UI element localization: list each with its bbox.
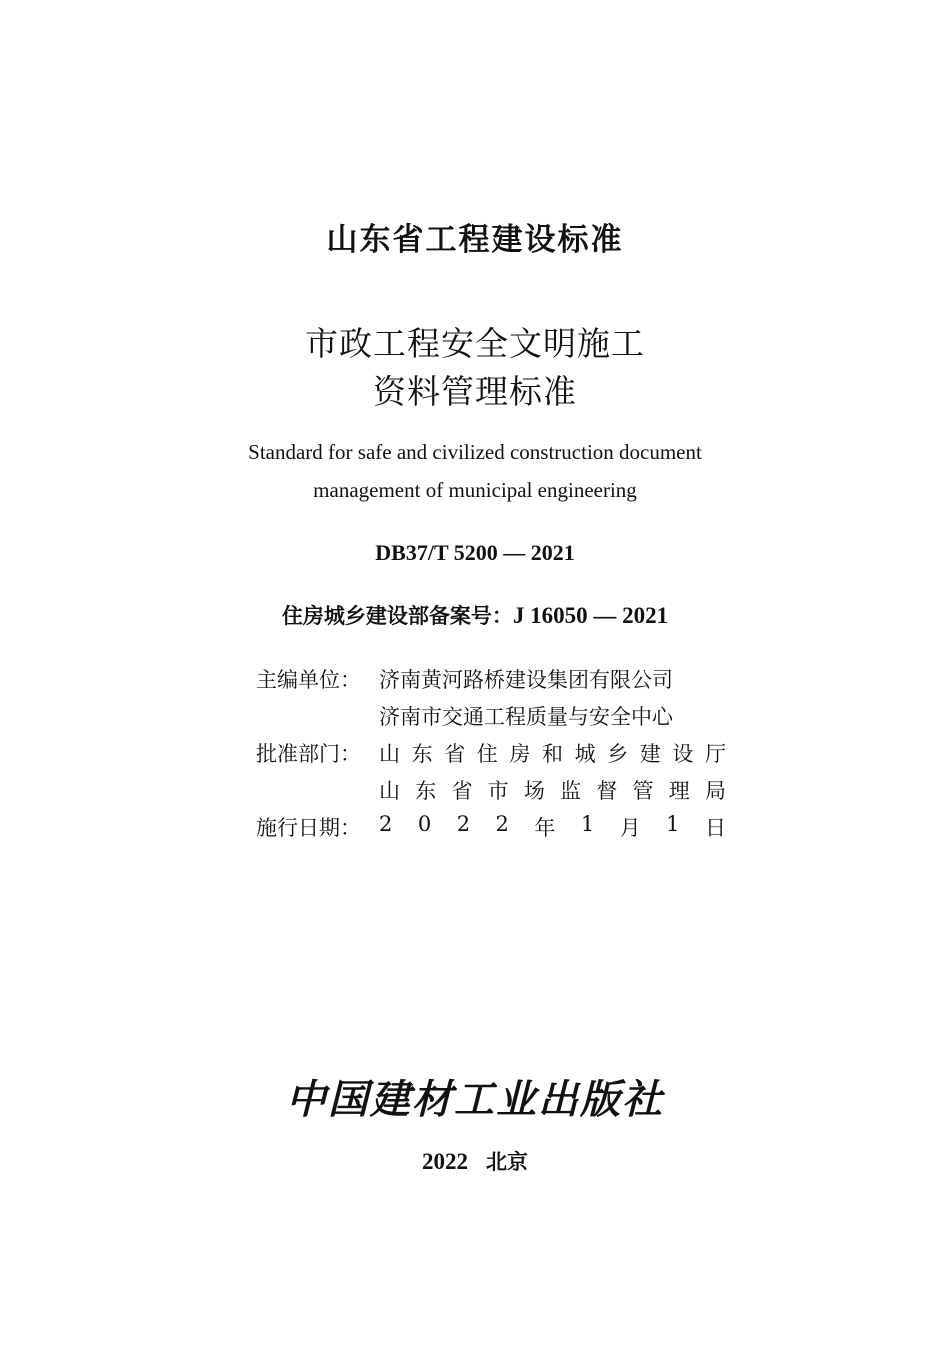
spread-char: 东 [415,779,437,803]
record-value: J 16050 — 2021 [512,603,669,628]
publisher-logo: 中国建材工业出版社 [286,1076,664,1123]
english-title-line1: Standard for safe and civilized construction document [248,440,702,464]
spread-char: 设 [672,742,694,766]
spread-char: 2 [495,812,509,836]
effective-label: 施行日期： [256,816,361,840]
spread-char: 市 [487,779,509,803]
approval-label: 批准部门： [256,742,361,766]
footer [0,1146,950,1176]
spread-char: 0 [417,812,432,836]
spread-char: 管 [632,779,654,803]
editor-value-2: 济南市交通工程质量与安全中心 [379,705,673,729]
spread-char: 和 [541,742,563,766]
spread-char: 2 [456,812,471,836]
spread-char: 城 [574,742,596,766]
document-title-line1: 市政工程安全文明施工 [305,324,645,363]
spread-char: 场 [523,779,545,803]
spread-char: 2 [379,812,393,836]
spread-char: 住 [476,742,498,766]
spread-char: 督 [596,779,618,803]
spread-char: 日 [705,816,726,840]
document-title-line2: 资料管理标准 [373,372,577,411]
spread-char: 省 [451,779,473,803]
editor-value-1: 济南黄河路桥建设集团有限公司 [379,668,673,692]
spread-char: 1 [666,812,680,836]
record-number [0,600,950,630]
record-label: 住房城乡建设部备案号： [281,604,513,628]
spread-char: 月 [619,816,641,840]
spread-char: 房 [509,742,531,766]
spread-char: 理 [668,779,690,803]
spread-char: 建 [639,742,661,766]
editor-label: 主编单位： [256,668,361,692]
footer-city: 北京 [486,1150,528,1174]
series-title: 山东省工程建设标准 [326,222,624,258]
spread-char: 东 [411,742,433,766]
spread-char: 乡 [607,742,629,766]
english-title-line2: management of municipal engineering [313,478,637,502]
approval-value-1 [379,738,726,768]
spread-char: 省 [444,742,466,766]
spread-char: 1 [580,812,595,836]
spread-char: 山 [379,779,400,803]
spread-char: 局 [704,779,726,803]
spread-char: 监 [560,779,582,803]
spread-char: 厅 [704,742,726,766]
standard-code: DB37/T 5200 — 2021 [375,540,575,565]
approval-value-2 [379,775,726,805]
spread-char: 山 [379,742,400,766]
footer-year: 2022 [422,1149,468,1174]
spread-char: 年 [534,816,556,840]
effective-date [379,812,726,842]
